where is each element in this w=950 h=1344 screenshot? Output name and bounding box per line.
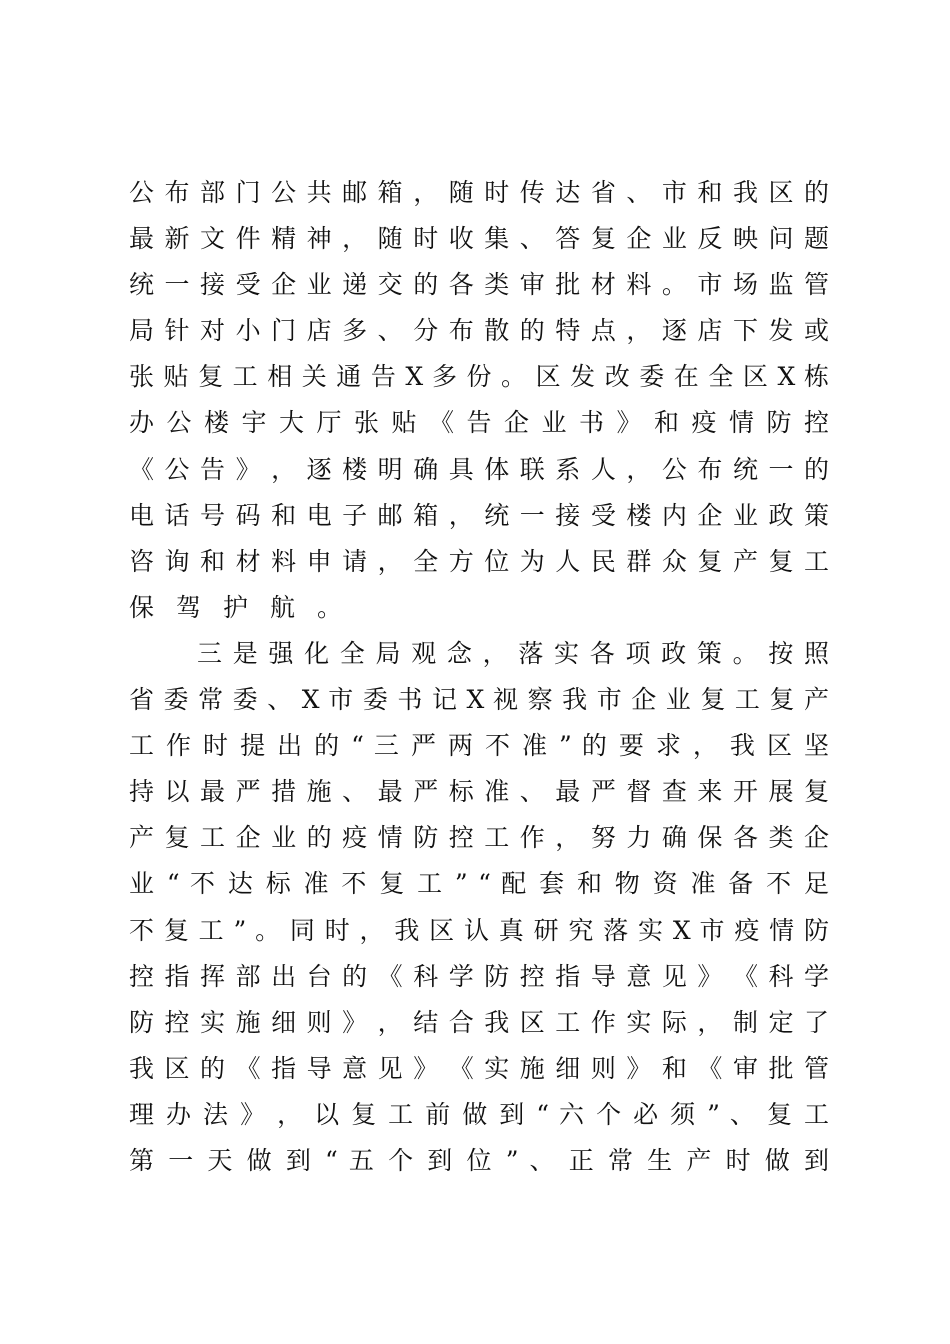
- document-body: [129, 170, 829, 1184]
- text-line: 统 一 接 受 企 业 递 交 的 各 类 审 批 材 料 。 市 场 监 管: [129, 270, 829, 300]
- text-line: 工 作 时 提 出 的 “ 三 严 两 不 准 ” 的 要 求 ， 我 区 坚: [129, 731, 829, 761]
- text-line: 电 话 号 码 和 电 子 邮 箱 ， 统 一 接 受 楼 内 企 业 政 策: [129, 500, 829, 530]
- paragraph-start-line: 三 是 强 化 全 局 观 念 ， 落 实 各 项 政 策 。 按 照: [197, 638, 829, 668]
- text-line: 第 一 天 做 到 “ 五 个 到 位 ” 、 正 常 生 产 时 做 到: [129, 1145, 829, 1175]
- text-line: 防 控 实 施 细 则 》 ， 结 合 我 区 工 作 实 际 ， 制 定 了: [129, 1007, 829, 1037]
- paragraph-end-line: 保驾护航。: [129, 592, 365, 622]
- text-line: 业 “ 不 达 标 准 不 复 工 ” “ 配 套 和 物 资 准 备 不 足: [129, 869, 829, 899]
- text-line: 不 复 工 ” 。 同 时 ， 我 区 认 真 研 究 落 实 X 市 疫 情 防: [129, 915, 829, 945]
- text-line: 办 公 楼 宇 大 厅 张 贴 《 告 企 业 书 》 和 疫 情 防 控: [129, 408, 829, 438]
- text-line: 省 委 常 委 、 X 市 委 书 记 X 视 察 我 市 企 业 复 工 复 产: [129, 685, 829, 715]
- text-line: 理 办 法 》 ， 以 复 工 前 做 到 “ 六 个 必 须 ” 、 复 工: [129, 1099, 829, 1129]
- text-line: 产 复 工 企 业 的 疫 情 防 控 工 作 ， 努 力 确 保 各 类 企: [129, 823, 829, 853]
- text-line: 我 区 的 《 指 导 意 见 》 《 实 施 细 则 》 和 《 审 批 管: [129, 1053, 829, 1083]
- text-line: 《 公 告 》 ， 逐 楼 明 确 具 体 联 系 人 ， 公 布 统 一 的: [129, 454, 829, 484]
- text-line: 局 针 对 小 门 店 多 、 分 布 散 的 特 点 ， 逐 店 下 发 或: [129, 316, 829, 346]
- text-line: 张 贴 复 工 相 关 通 告 X 多 份 。 区 发 改 委 在 全 区 X 栋: [129, 362, 829, 392]
- text-line: 公 布 部 门 公 共 邮 箱 ， 随 时 传 达 省 、 市 和 我 区 的: [129, 178, 829, 207]
- text-line: 咨 询 和 材 料 申 请 ， 全 方 位 为 人 民 群 众 复 产 复 工: [129, 546, 829, 576]
- text-line: 最 新 文 件 精 神 ， 随 时 收 集 、 答 复 企 业 反 映 问 题: [129, 224, 829, 254]
- text-line: 控 指 挥 部 出 台 的 《 科 学 防 控 指 导 意 见 》 《 科 学: [129, 961, 829, 991]
- text-line: 持 以 最 严 措 施 、 最 严 标 准 、 最 严 督 查 来 开 展 复: [129, 777, 829, 807]
